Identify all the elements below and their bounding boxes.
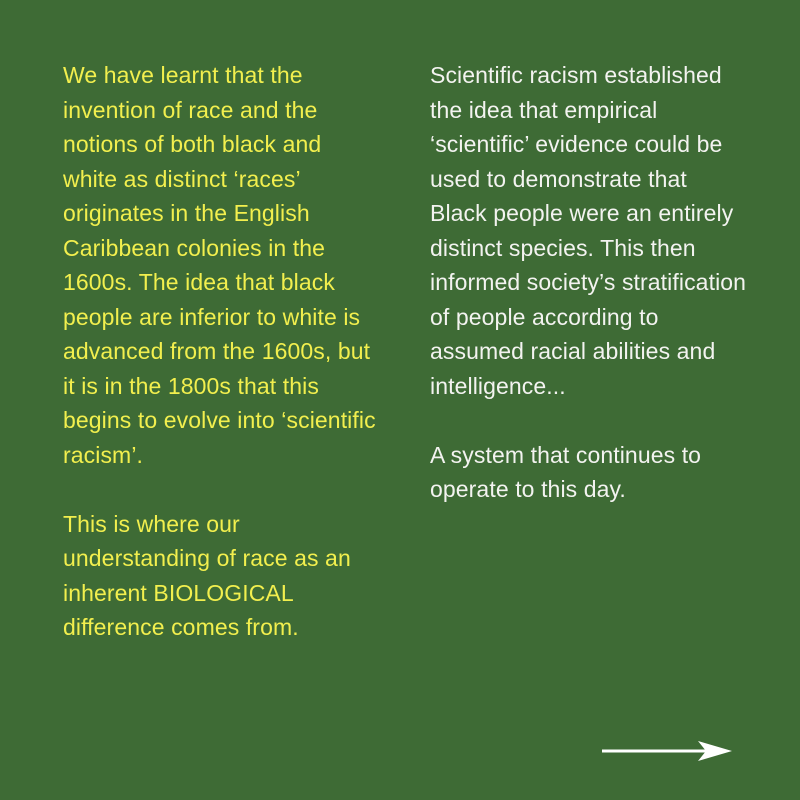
right-paragraph-system: A system that continues to operate to this day. — [430, 441, 702, 502]
left-text-column — [63, 58, 378, 645]
paragraph-spacer — [430, 403, 750, 438]
left-paragraph-history: We have learnt that the invention of race and the notions of both black and white as distinct ‘races’ originates in the English Caribbean colonies in the 1600s. The idea that black people are inferior to white is advanced from the 1600s, but it is in the 1800s that this begins to evolve into ‘scientific racism’. — [63, 62, 376, 468]
arrow-right-icon[interactable] — [600, 738, 735, 764]
right-text-column — [430, 58, 750, 507]
left-paragraph-biological: This is where our understanding of race as an inherent BIOLOGICAL difference comes from. — [63, 510, 351, 640]
paragraph-spacer — [63, 472, 378, 507]
right-paragraph-scientific-racism: Scientific racism established the idea that empirical ‘scientific’ evidence could be used to demonstrate that Black people were an entirely distinct species. This then informed society’s stratification of people according to assumed racial abilities and intelligence... — [430, 62, 747, 399]
